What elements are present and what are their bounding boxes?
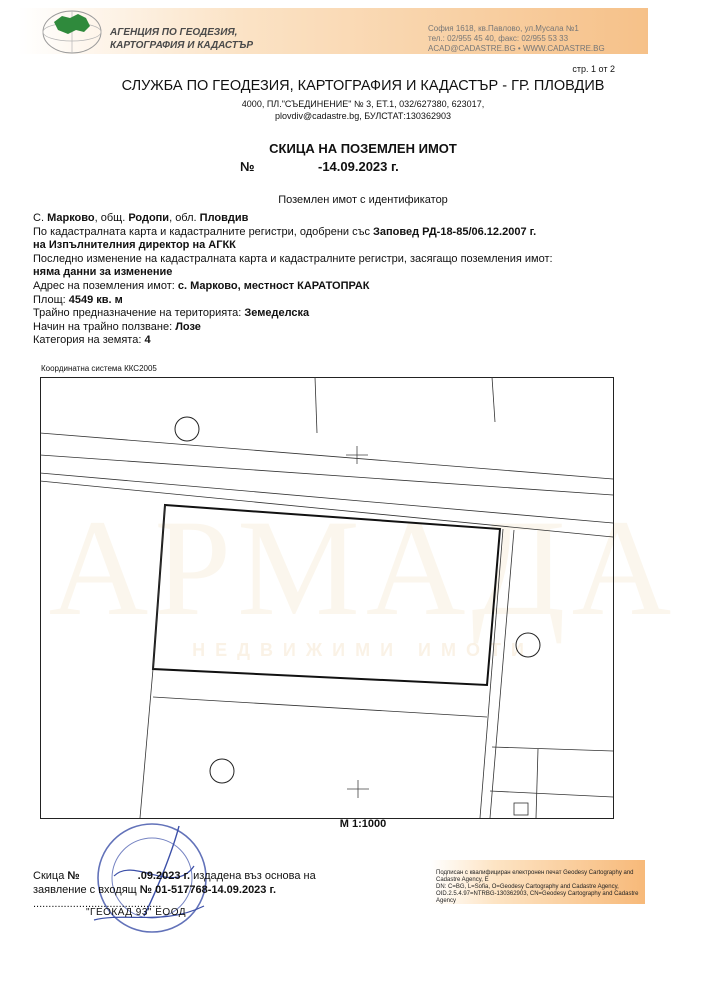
document-number-label: № [240, 159, 255, 174]
issued-line: Скица № .09.2023 г. издадена въз основа на [33, 870, 316, 882]
purpose-line: Трайно предназначение на територията: Земеделска [33, 307, 310, 320]
usage-line: Начин на трайно ползване: Лозе [33, 320, 201, 333]
company-name: "ГЕОКАД 93" ЕООД [86, 907, 187, 918]
map-scale: М 1:1000 [339, 818, 387, 830]
category-line: Категория на земята: 4 [33, 334, 151, 347]
service-title: СЛУЖБА ПО ГЕОДЕЗИЯ, КАРТОГРАФИЯ И КАДАСТЪР - ГР. ПЛОВДИВ [121, 78, 605, 94]
watermark-main: АРМАДА [48, 491, 678, 644]
approval-authority: на Изпълнителния директор на АГКК [33, 239, 236, 252]
last-change-label: Последно изменение на кадастралната карта и кадастралните регистри, засягащо поземления имот: [33, 252, 553, 265]
address-line: Адрес на поземления имот: с. Марково, местност КАРАТОПРАК [33, 279, 370, 292]
signature-dots: .......................................... [33, 898, 162, 910]
watermark-sub: НЕДВИЖИМИ ИМОТИ [192, 640, 534, 660]
identifier-label: Поземлен имот с идентификатор [278, 194, 448, 206]
property-details [33, 212, 553, 348]
area-line: Площ: 4549 кв. м [33, 293, 123, 306]
footer-issued [33, 869, 316, 911]
request-line: заявление с входящ № 01-517768-14.09.2023 г. [33, 884, 277, 896]
cadastral-map [40, 377, 614, 819]
approval-line: По кадастралната карта и кадастралните регистри, одобрени със Заповед РД-18-85/06.12.2007 г. [33, 225, 537, 238]
agency-logo [40, 8, 104, 56]
document-title: СКИЦА НА ПОЗЕМЛЕН ИМОТ [269, 141, 457, 156]
coordinate-system: Координатна система ККС2005 [41, 364, 157, 373]
document-date: -14.09.2023 г. [318, 159, 399, 174]
agency-name: АГЕНЦИЯ ПО ГЕОДЕЗИЯ, КАРТОГРАФИЯ И КАДАСТЪР [110, 27, 254, 51]
service-address: 4000, ПЛ."СЪЕДИНЕНИЕ" № 3, ЕТ.1, 032/627380, 623017, plovdiv@cadastre.bg, БУЛСТАТ:130362903 [241, 99, 485, 121]
location-line: С. Марково, общ. Родопи, обл. Пловдив [33, 212, 249, 224]
last-change-value: няма данни за изменение [33, 266, 173, 279]
electronic-signature: Подписан с квалифициран електронен печат Geodesy Cartography and Cadastre Agency, E DN: C=BG, L=Sofia, O=Geodesy Cartography and Cadastre Agency, OID.2.5.4.97=NTRBG-130362903, CN=Geodesy Cartography and Cadastre Agency [436, 870, 639, 904]
agency-contact: София 1618, кв.Павлово, ул.Мусала №1 тел.: 02/955 45 40, факс: 02/955 53 33 ACAD@CADASTRE.BG • WWW.CADASTRE.BG [428, 24, 605, 53]
page-number: стр. 1 от 2 [572, 64, 615, 74]
